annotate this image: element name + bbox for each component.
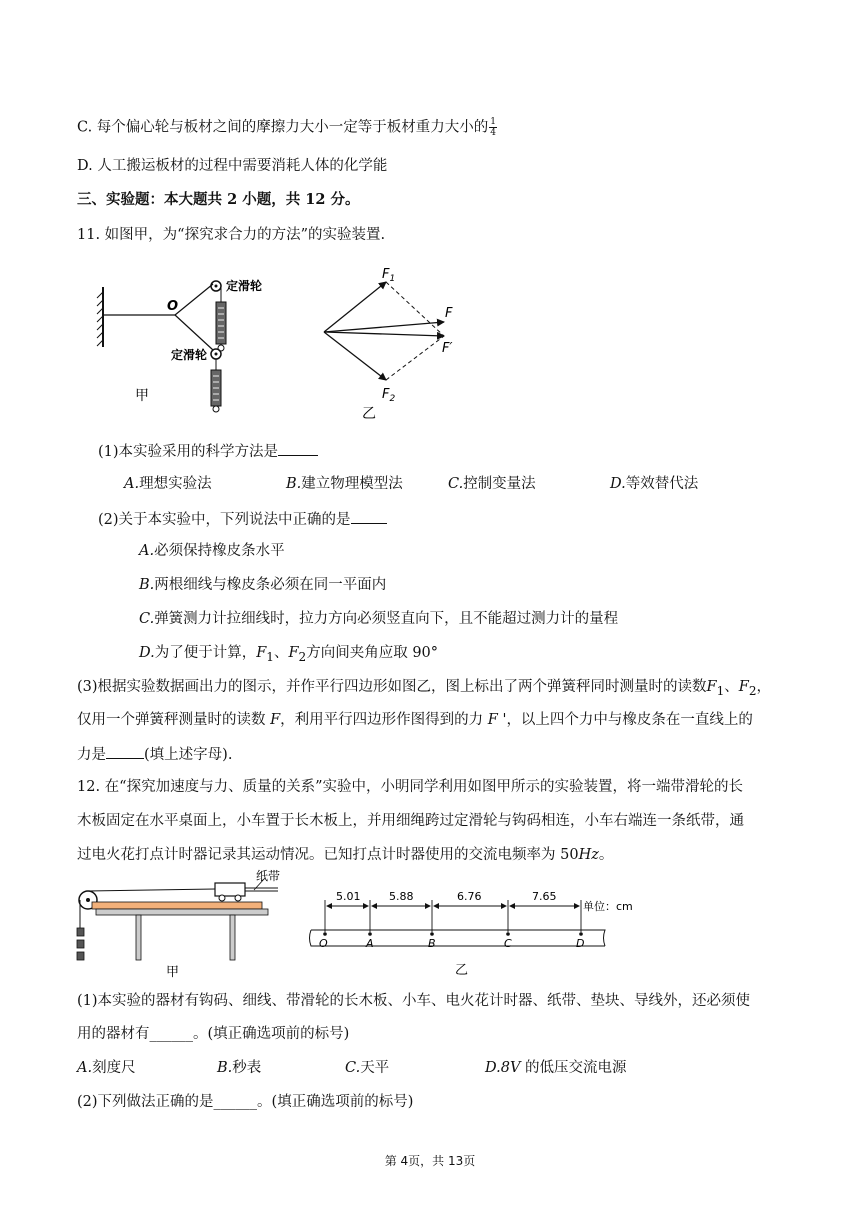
q12-figure-b [305, 872, 633, 982]
point-c: C [504, 937, 512, 950]
q12-figure-a [70, 870, 280, 980]
q11-figure-a [95, 262, 295, 422]
q11-part2-stem: (2)关于本实验中，下列说法中正确的是 [98, 509, 387, 530]
q11-figure-b [318, 262, 468, 422]
q12-part1-option-c: C.天平 [345, 1060, 390, 1076]
q12-part1-line2: 用的器材有______。(填正确选项前的标号) [77, 1026, 350, 1042]
q12-part1-option-a: A.刻度尺 [77, 1060, 136, 1076]
point-o: O [319, 937, 328, 950]
cart [215, 883, 245, 896]
q12-part1-option-d: D.8V 的低压交流电源 [485, 1060, 627, 1076]
caption-yi: 乙 [362, 406, 376, 422]
point-b: B [428, 937, 436, 950]
q11-part1-option-a: A.理想实验法 [124, 476, 212, 492]
q12-line2: 木板固定在水平桌面上，小车置于长木板上，并用细绳跨过定滑轮与钩码相连，小车右端连一条纸带，通 [77, 813, 744, 829]
q11-part3-line1: (3)根据实验数据画出力的图示，并作平行四边形如图乙，图上标出了两个弹簧秤同时测量时的读数$F_1$、$F_2$， [77, 679, 772, 698]
q11-part1-stem: (1)本实验采用的科学方法是 [98, 441, 318, 462]
q12-part1-line1: (1)本实验的器材有钩码、细线、带滑轮的长木板、小车、电火花计时器、纸带、垫块、导线外，还必须使 [77, 993, 751, 1009]
segment-bc: 6.76 [457, 890, 482, 903]
q10-option-d: D. 人工搬运板材的过程中需要消耗人体的化学能 [77, 158, 388, 174]
segment-oa: 5.01 [336, 890, 361, 903]
q12-line1: 12. 在“探究加速度与力、质量的关系”实验中，小明同学利用如图甲所示的实验装置，将一端带滑轮的长 [77, 779, 743, 795]
point-d: D [576, 937, 585, 950]
q11-part1-option-c: C.控制变量法 [448, 476, 536, 492]
q11-part3-line3: 力是 (填上述字母). [77, 744, 232, 765]
long-board [92, 902, 262, 909]
q12-line3: 过电火花打点计时器记录其运动情况。已知打点计时器使用的交流电频率为 50Hz。 [77, 847, 614, 863]
segment-ab: 5.88 [389, 890, 414, 903]
q11-part2-option-b: B.两根细线与橡皮条必须在同一平面内 [139, 577, 387, 593]
arrow-f-prime [324, 332, 444, 336]
fraction: $\frac{1}{4}$ [490, 117, 497, 138]
q11-part1-option-b: B.建立物理模型法 [286, 476, 403, 492]
q11-part1-option-d: D.等效替代法 [610, 476, 699, 492]
arrow-f2 [324, 332, 386, 380]
q11-part3-line2: 仅用一个弹簧秤测量时的读数 F，利用平行四边形作图得到的力 F '，以上四个力中与橡皮条在一直线上的 [77, 712, 753, 728]
q11-part2-option-c: C.弹簧测力计拉细线时，拉力方向必须竖直向下，且不能超过测力计的量程 [139, 611, 619, 627]
table-top [96, 909, 268, 915]
caption-yi-2: 乙 [455, 963, 469, 978]
label-pulley-top: 定滑轮 [226, 279, 263, 293]
segment-cd: 7.65 [532, 890, 557, 903]
q11-part2-option-a: A.必须保持橡皮条水平 [139, 543, 285, 559]
q11-part2-option-d: D.为了便于计算，$F_1$、$F_2$方向间夹角应取 90° [139, 645, 439, 664]
label-o: O [167, 299, 179, 314]
unit-label: 单位：cm [583, 900, 633, 913]
caption-jia: 甲 [135, 388, 149, 404]
label-pulley-bottom: 定滑轮 [171, 348, 208, 362]
point-a: A [366, 937, 374, 950]
hook-weight [77, 928, 84, 936]
q10-option-c: C. 每个偏心轮与板材之间的摩擦力大小一定等于板材重力大小的 $\frac{1}{4}$ [77, 117, 497, 138]
q11-stem: 11. 如图甲，为“探究求合力的方法”的实验装置. [77, 227, 386, 243]
label-tape: 纸带 [256, 869, 281, 883]
caption-jia-2: 甲 [166, 965, 180, 980]
section-heading: 三、实验题：本大题共 2 小题，共 12 分。 [77, 191, 360, 208]
label-f: F [445, 306, 453, 321]
arrow-f1 [324, 282, 386, 332]
q12-part2-stem: (2)下列做法正确的是______。(填正确选项前的标号) [77, 1094, 414, 1110]
page-footer: 第 4页，共 13页 [384, 1154, 476, 1168]
label-f1: $F_1$ [382, 267, 396, 284]
q12-part1-option-b: B.秒表 [217, 1060, 262, 1076]
arrow-f [324, 322, 444, 332]
label-f-prime: F′ [442, 341, 453, 356]
label-f2: $F_2$ [382, 387, 396, 404]
